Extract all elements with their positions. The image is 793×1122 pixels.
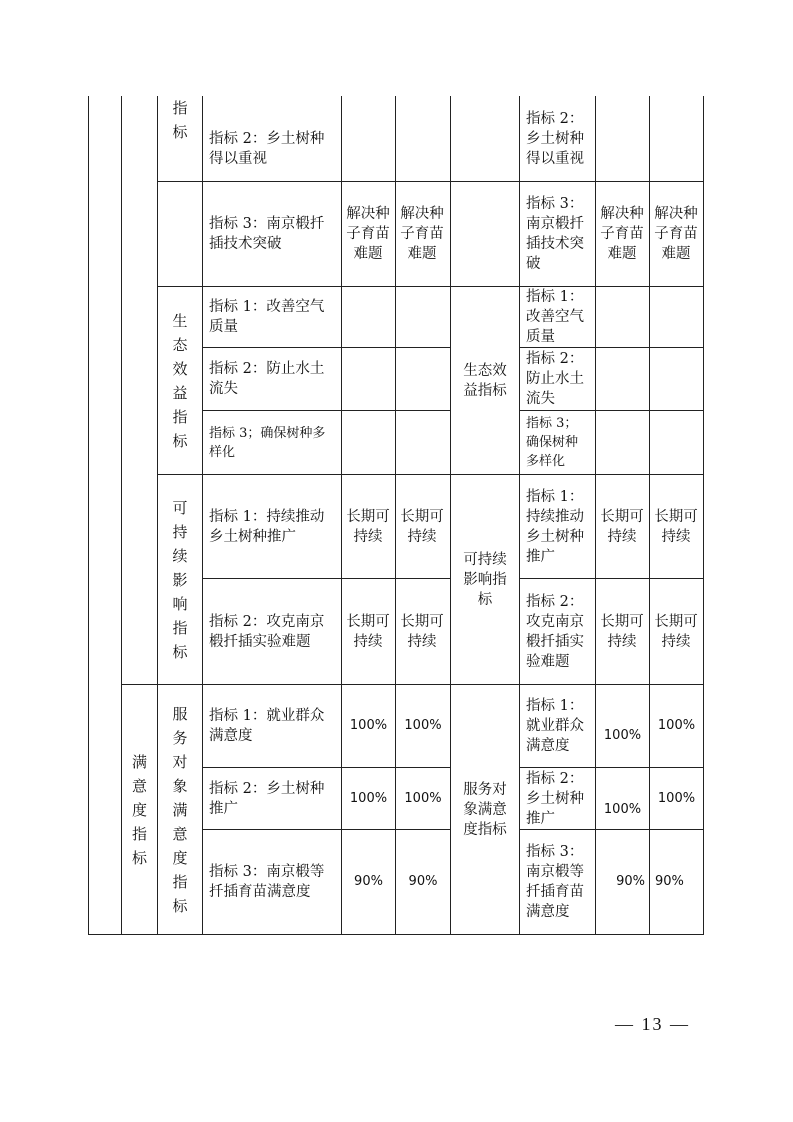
actual-value: 90% (655, 874, 684, 889)
actual-value: 解决种子育苗难题 (654, 206, 698, 262)
dimension-label: 满意度指标 (131, 752, 147, 867)
target-value: 长期可持续 (600, 508, 644, 545)
category-label: 可持续影响指标 (463, 551, 507, 608)
target-value: 长期可持续 (346, 508, 390, 545)
target-value: 解决种子育苗难题 (346, 206, 390, 262)
target-value: 90% (354, 874, 383, 889)
category-label: 服务对象满意度指标 (463, 781, 507, 838)
indicator-cell: 指标 1：就业群众满意度 (209, 708, 325, 744)
actual-value: 100% (657, 790, 696, 806)
table-rule (88, 96, 89, 935)
target-value: 解决种子育苗难题 (600, 206, 644, 262)
indicator-cell: 指标 2：攻克南京椴扦插实验难题 (209, 613, 325, 650)
table-rule (450, 96, 451, 935)
indicator-cell: 指标 3：南京椴等扦插育苗满意度 (526, 844, 584, 920)
indicator-cell: 指标 3；确保树种多样化 (526, 416, 579, 469)
indicator-cell: 指标 2：乡土树种得以重视 (209, 130, 325, 167)
actual-value: 100% (657, 718, 696, 733)
indicator-cell: 指标 1：改善空气质量 (209, 299, 325, 335)
category-label: 服务对象满意度指标 (172, 704, 188, 915)
category-label: 指标 (172, 99, 188, 141)
target-value: 长期可持续 (600, 613, 644, 650)
actual-value: 100% (404, 790, 442, 806)
category-label: 生态效益指标 (463, 362, 507, 399)
indicator-cell: 指标 3：南京椴扦插技术突破 (526, 196, 584, 272)
target-value: 长期可持续 (346, 613, 390, 650)
indicator-cell: 指标 2：乡土树种推广 (209, 780, 325, 817)
actual-value: 解决种子育苗难题 (400, 206, 444, 262)
indicator-cell: 指标 3：南京椴等扦插育苗满意度 (209, 864, 325, 900)
actual-value: 90% (408, 874, 438, 889)
target-value: 100% (349, 718, 388, 733)
actual-value: 长期可持续 (654, 613, 698, 650)
indicator-cell: 指标 1：改善空气质量 (526, 289, 584, 345)
category-label: 生态效益指标 (172, 311, 188, 450)
target-value: 100% (603, 802, 642, 817)
indicator-cell: 指标 1：持续推动乡土树种推广 (209, 508, 325, 545)
indicator-cell: 指标 1：持续推动乡土树种推广 (526, 488, 584, 565)
target-value: 90% (616, 874, 645, 889)
indicator-cell: 指标 3：南京椴扦插技术突破 (209, 216, 325, 252)
actual-value: 长期可持续 (400, 508, 444, 545)
indicator-cell: 指标 2：防止水土流失 (209, 361, 325, 397)
table-rule (703, 96, 704, 935)
actual-value: 100% (404, 718, 442, 733)
indicator-cell: 指标 3；确保树种多样化 (209, 425, 326, 460)
actual-value: 长期可持续 (654, 508, 698, 545)
category-label: 可持续影响指标 (172, 498, 188, 661)
table-rule (202, 96, 203, 935)
indicator-cell: 指标 2：乡土树种推广 (526, 770, 584, 827)
indicator-cell: 指标 2：防止水土流失 (526, 351, 584, 407)
table-rule (519, 96, 520, 935)
page-number: — 13 — (615, 1014, 690, 1034)
indicator-cell: 指标 2：攻克南京椴扦插实验难题 (526, 593, 584, 670)
indicator-cell: 指标 2：乡土树种得以重视 (526, 110, 584, 167)
indicator-cell: 指标 1：就业群众满意度 (526, 698, 584, 754)
target-value: 100% (349, 790, 388, 806)
actual-value: 长期可持续 (400, 613, 444, 650)
target-value: 100% (603, 728, 642, 743)
